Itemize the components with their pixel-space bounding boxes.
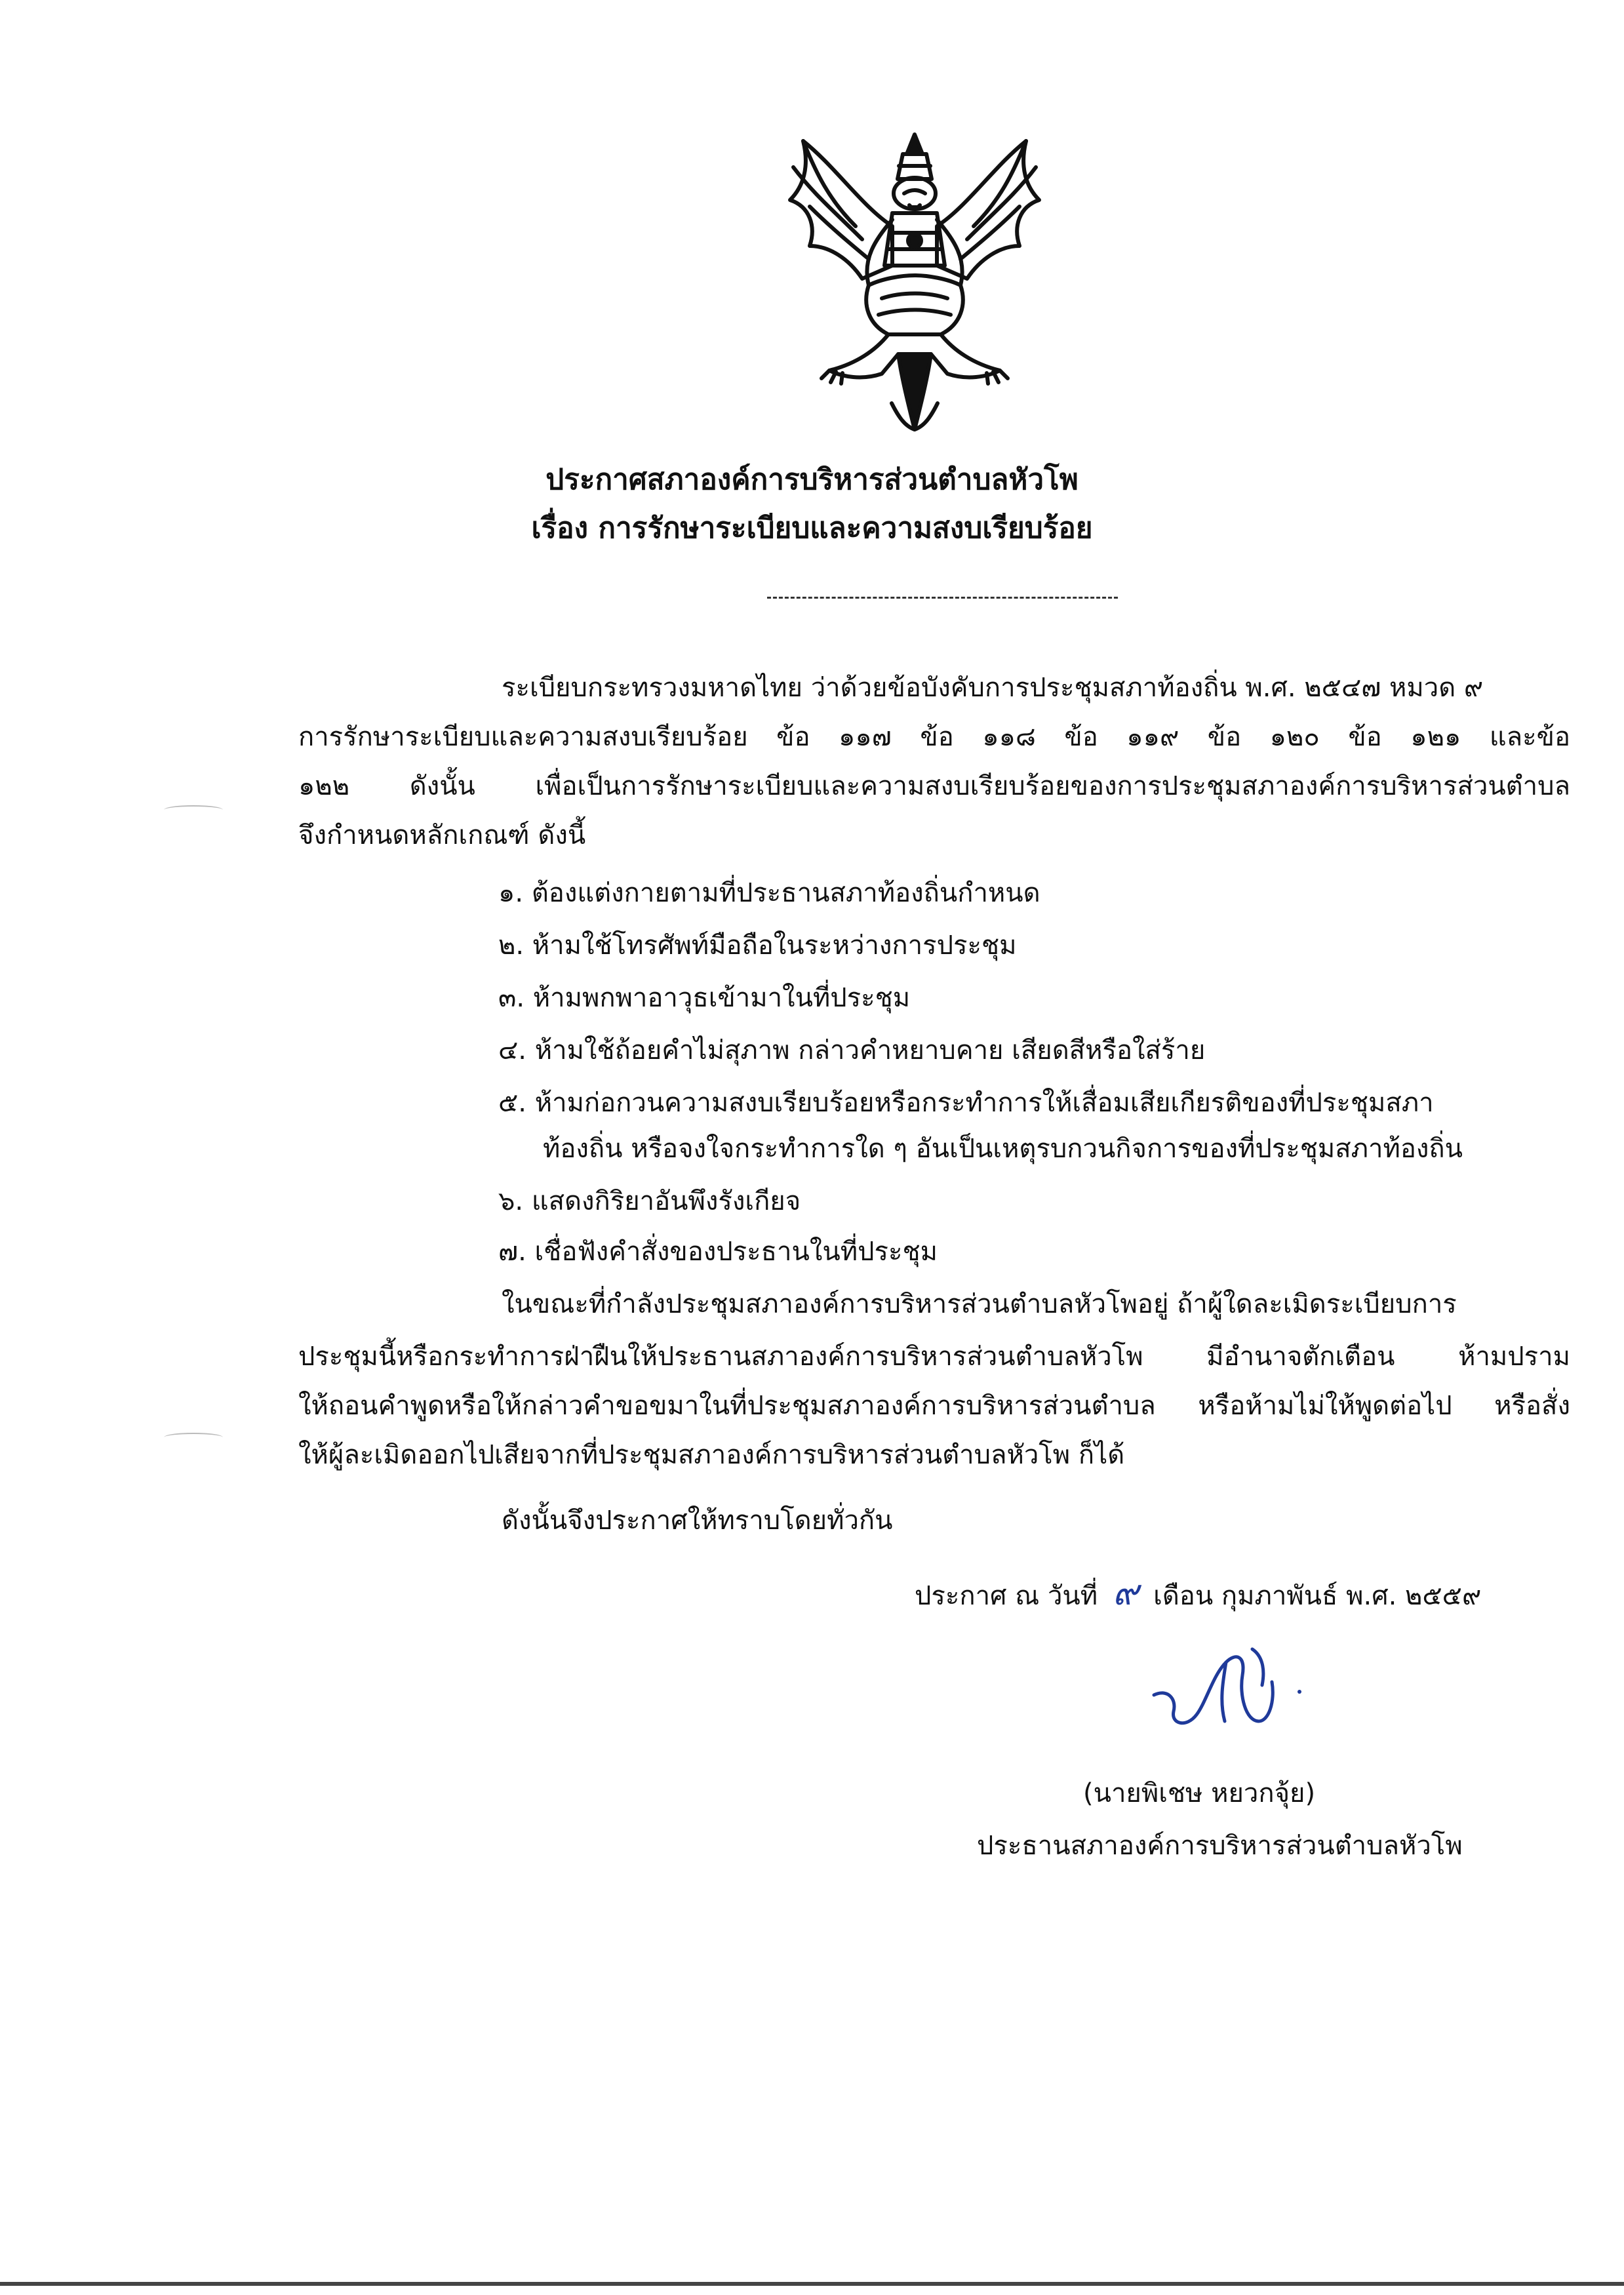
- rule-item: ๗. เชื่อฟังคำสั่งของประธานในที่ประชุม: [498, 1237, 938, 1267]
- rule-item: ๕. ห้ามก่อกวนความสงบเรียบร้อยหรือกระทำการให้เสื่อมเสียเกียรติของที่ประชุมสภา: [498, 1088, 1434, 1118]
- paragraph-line: ให้ผู้ละเมิดออกไปเสียจากที่ประชุมสภาองค์การบริหารส่วนตำบลหัวโพ ก็ได้: [298, 1440, 1125, 1470]
- rule-item: ๒. ห้ามใช้โทรศัพท์มือถือในระหว่างการประชุม: [498, 930, 1017, 961]
- intro-line: ระเบียบกระทรวงมหาดไทย ว่าด้วยข้อบังคับการประชุมสภาท้องถิ่น พ.ศ. ๒๕๔๗ หมวด ๙: [502, 673, 1484, 703]
- title-divider: [767, 597, 1118, 599]
- rule-item: ๑. ต้องแต่งกายตามที่ประธานสภาท้องถิ่นกำหนด: [498, 878, 1040, 908]
- signature-icon: [1147, 1636, 1305, 1747]
- closing-line: ดังนั้นจึงประกาศให้ทราบโดยทั่วกัน: [502, 1506, 893, 1536]
- scan-mark: [164, 1433, 223, 1442]
- rule-item: ๓. ห้ามพกพาอาวุธเข้ามาในที่ประชุม: [498, 983, 911, 1013]
- announcement-subject: เรื่อง การรักษาระเบียบและความสงบเรียบร้อย: [531, 511, 1093, 545]
- date-prefix: ประกาศ ณ วันที่: [915, 1581, 1098, 1611]
- rule-item: ๖. แสดงกิริยาอันพึงรังเกียจ: [498, 1186, 801, 1216]
- paragraph-line: ประชุมนี้หรือกระทำการฝ่าฝืนให้ประธานสภาองค์การบริหารส่วนตำบลหัวโพ มีอำนาจตักเตือน ห้ามปราม: [298, 1342, 1570, 1372]
- paragraph-line: ให้ถอนคำพูดหรือให้กล่าวคำขอขมาในที่ประชุมสภาองค์การบริหารส่วนตำบล หรือห้ามไม่ให้พูดต่อไป หรือสั่ง: [298, 1391, 1570, 1421]
- scan-mark: [164, 805, 223, 814]
- announcement-title: ประกาศสภาองค์การบริหารส่วนตำบลหัวโพ: [545, 463, 1079, 496]
- paragraph-line: ในขณะที่กำลังประชุมสภาองค์การบริหารส่วนตำบลหัวโพอยู่ ถ้าผู้ใดละเมิดระเบียบการ: [502, 1289, 1457, 1319]
- scan-bottom-edge: [0, 2282, 1624, 2286]
- garuda-emblem-icon: [764, 128, 1065, 436]
- intro-line: จึงกำหนดหลักเกณฑ์ ดังนี้: [298, 820, 586, 850]
- date-suffix: เดือน กุมภาพันธ์ พ.ศ. ๒๕๕๙: [1153, 1581, 1482, 1611]
- date-line: [915, 1574, 1481, 1615]
- rule-item-continuation: ท้องถิ่น หรือจงใจกระทำการใด ๆ อันเป็นเหตุรบกวนกิจการของที่ประชุมสภาท้องถิ่น: [543, 1134, 1463, 1164]
- signatory-name: (นายพิเชษ หยวกจุ้ย): [1083, 1778, 1316, 1808]
- rule-item: ๔. ห้ามใช้ถ้อยคำไม่สุภาพ กล่าวคำหยาบคาย เสียดสีหรือใส่ร้าย: [498, 1035, 1206, 1066]
- date-day-handwritten: ๙: [1112, 1572, 1139, 1613]
- intro-line: การรักษาระเบียบและความสงบเรียบร้อย ข้อ ๑๑๗ ข้อ ๑๑๘ ข้อ ๑๑๙ ข้อ ๑๒๐ ข้อ ๑๒๑ และข้อ: [298, 722, 1570, 752]
- signatory-position: ประธานสภาองค์การบริหารส่วนตำบลหัวโพ: [977, 1831, 1463, 1861]
- intro-line: ๑๒๒ ดังนั้น เพื่อเป็นการรักษาระเบียบและความสงบเรียบร้อยของการประชุมสภาองค์การบริหารส่วนตำบล: [298, 771, 1570, 801]
